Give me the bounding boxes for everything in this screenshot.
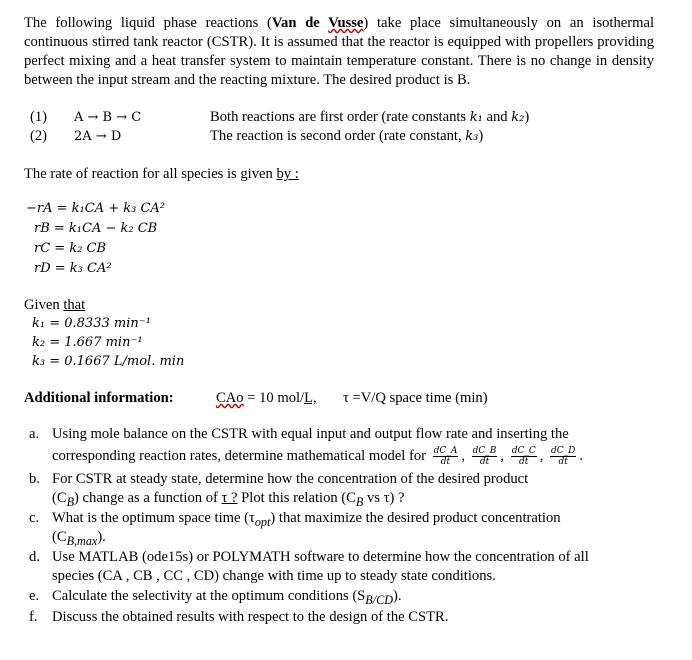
- derivative-cc: $\frac{dC\_C}{dt}$: [511, 446, 536, 467]
- initial-concentration: CAo = 10 mol/L,: [216, 390, 317, 406]
- question-b-letter: b.: [29, 471, 40, 487]
- rate-equation-b: rB = k₁CA − k₂ CB: [34, 221, 158, 236]
- reaction-1-description: Both reactions are first order (rate constants k₁ and k₂): [210, 109, 530, 125]
- given-label: Given that: [24, 297, 86, 313]
- question-c-line2: $(C_{B,max})$.: [52, 529, 106, 548]
- derivative-cb: $\frac{dC\_B}{dt}$: [472, 446, 497, 467]
- question-a-line2: corresponding reaction rates, determine mathematical model for $\frac{dC\_A}{dt}$ , $\frac{dC\_B}{dt}$ , $\frac{dC\_C}{dt}$ , $\frac{dC\_D}{dt}$ .: [52, 446, 584, 467]
- derivative-ca: $\frac{dC\_A}{dt}$: [433, 446, 458, 467]
- reaction-1-number: (1): [30, 109, 48, 125]
- question-a-line1: Using mole balance on the CSTR with equal input and output flow rate and inserting the: [52, 426, 569, 442]
- question-d-letter: d.: [29, 549, 40, 565]
- question-c-letter: c.: [29, 510, 40, 526]
- question-d-line2: species (CA , CB , CC , CD) change with time up to steady state conditions.: [52, 568, 496, 584]
- question-a-letter: a.: [29, 426, 40, 442]
- rate-equation-c: rC = k₂ CB: [34, 241, 107, 256]
- question-b-line2: $(C_B)$ change as a function of τ ? Plot this relation ($C_B$ vs τ) ?: [52, 490, 405, 509]
- rate-equation-d: rD = k₃ CA²: [34, 261, 112, 276]
- rate-equation-a: −rA = k₁CA + k₃ CA²: [26, 201, 166, 216]
- question-b-line1: For CSTR at steady state, determine how the concentration of the desired product: [52, 471, 529, 487]
- given-k1: k₁ = 0.8333 min⁻¹: [32, 316, 151, 331]
- intro-text-post: ) take place simultaneously on an isothermal continuous stirred tank reactor (CSTR). It is assumed that the reactor is equipped with propellers providing perfect mixing and a heat transfer system to maintain temperature constant. There is no change in density between the input stream and the reacting mixture. The desired product is B.: [24, 15, 655, 88]
- question-f-letter: f.: [29, 609, 38, 625]
- question-c-line1: What is the optimum space time $(\tau_{opt})$ that maximize the desired product concentration: [52, 510, 561, 529]
- reaction-2-number: (2): [30, 128, 48, 144]
- space-time-definition: τ =V/Q space time (min): [343, 390, 488, 406]
- question-e-line1: Calculate the selectivity at the optimum conditions $(S_{B/CD})$.: [52, 588, 402, 607]
- rate-intro: The rate of reaction for all species is given by :: [24, 166, 299, 182]
- intro-bold: Van de: [271, 15, 329, 31]
- intro-paragraph: [24, 14, 654, 90]
- question-f-line1: Discuss the obtained results with respect to the design of the CSTR.: [52, 609, 449, 625]
- intro-bold-misspelled: Vusse: [328, 15, 364, 31]
- derivative-cd: $\frac{dC\_D}{dt}$: [551, 446, 576, 467]
- reaction-2-description: The reaction is second order (rate constant, k₃): [210, 128, 484, 144]
- question-e-letter: e.: [29, 588, 40, 604]
- given-k2: k₂ = 1.667 min⁻¹: [32, 335, 143, 350]
- additional-info-label: Additional information:: [24, 390, 174, 406]
- intro-text-pre: The following liquid phase reactions (: [24, 15, 272, 31]
- question-d-line1: Use MATLAB (ode15s) or POLYMATH software to determine how the concentration of all: [52, 549, 589, 565]
- reaction-1-equation: A → B → C: [74, 110, 142, 125]
- reaction-2-equation: 2A → D: [74, 129, 122, 144]
- given-k3: k₃ = 0.1667 L/mol. min: [32, 354, 185, 369]
